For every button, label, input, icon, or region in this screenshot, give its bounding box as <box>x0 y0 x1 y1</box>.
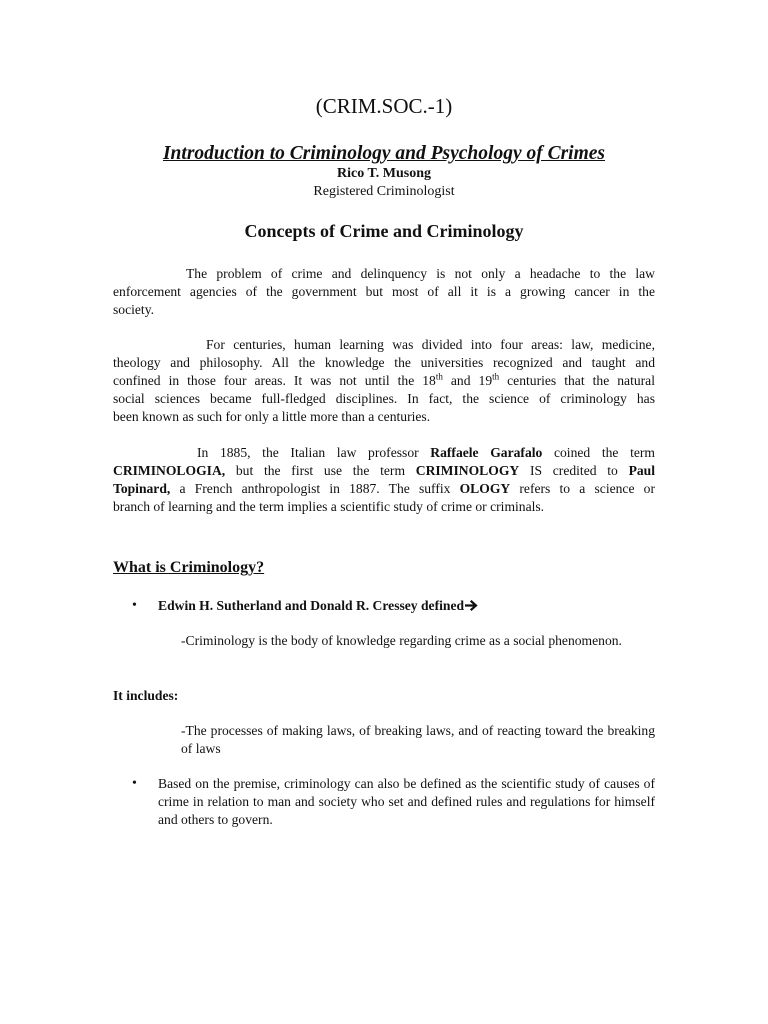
text-run: confined in those four areas. It was not until the 18 <box>113 373 436 388</box>
paragraph-crime-problem <box>113 265 655 319</box>
paragraph-line: For centuries, human learning was divided into four areas: law, medicine, <box>206 337 655 352</box>
bullet-scientific-study: Based on the premise, criminology can also be defined as the scientific study of causes of crime in relation to man and society who set and defined rules and regulations for himself and others to govern. <box>158 776 655 827</box>
course-code: (CRIM.SOC.-1) <box>315 94 453 118</box>
author-role: Registered Criminologist <box>313 184 455 199</box>
bullet-dot-icon: • <box>132 598 137 613</box>
text-run: IS credited to <box>519 463 629 478</box>
bullet-dot-icon: • <box>132 776 137 791</box>
paragraph-line <box>113 444 655 462</box>
section-heading: Concepts of Crime and Criminology <box>244 221 524 241</box>
person-name: Topinard, <box>113 481 171 496</box>
paragraph-line: branch of learning and the term implies a scientific study of crime or criminals. <box>113 499 545 514</box>
paragraph-line: The problem of crime and delinquency is not only a headache to the law <box>186 266 655 281</box>
definition-processes: -The processes of making laws, of breaking laws, and of reacting toward the breaking of laws <box>181 723 655 756</box>
paragraph-line <box>113 480 655 498</box>
paragraph-line: enforcement agencies of the government but most of all it is a growing cancer in the <box>113 284 655 299</box>
paragraph-line: theology and philosophy. All the knowledge the universities recognized and taught and <box>113 355 655 370</box>
bullet-sutherland-cressey <box>158 597 478 615</box>
paragraph-line <box>113 462 655 480</box>
author-name: Rico T. Musong <box>337 166 431 181</box>
person-name: Raffaele Garafalo <box>430 445 543 460</box>
term: OLOGY <box>459 481 511 496</box>
what-is-criminology-heading: What is Criminology? <box>113 559 265 576</box>
definition-body-of-knowledge: -Criminology is the body of knowledge regarding crime as a social phenomenon. <box>181 633 622 648</box>
right-arrow-icon <box>465 599 478 612</box>
text-run: coined the term <box>542 445 655 460</box>
superscript: th <box>435 371 443 382</box>
paragraph-line: society. <box>113 302 155 317</box>
paragraph-line: social sciences became full-fledged disciplines. In fact, the science of criminology has <box>113 391 655 406</box>
paragraph-line <box>113 372 655 390</box>
it-includes-label: It includes: <box>113 688 179 703</box>
term: CRIMINOLOGIA, <box>113 463 226 478</box>
text-run: a French anthropologist in 1887. The suffix <box>170 481 460 496</box>
superscript: th <box>492 371 500 382</box>
text-run: centuries that the natural <box>499 373 655 388</box>
term: CRIMINOLOGY <box>415 463 520 478</box>
text-run: but the first use the term <box>225 463 416 478</box>
paragraph-history <box>113 336 655 426</box>
text-run: In 1885, the Italian law professor <box>197 445 431 460</box>
text-run: and 19 <box>442 373 493 388</box>
paragraph-origin-of-term <box>113 444 655 516</box>
paragraph-line: been known as such for only a little more than a centuries. <box>113 409 431 424</box>
text-run: refers to a science or <box>510 481 655 496</box>
bullet-text: Edwin H. Sutherland and Donald R. Cressey defined <box>158 598 465 613</box>
document-title: Introduction to Criminology and Psychology of Crimes <box>162 143 606 164</box>
person-name: Paul <box>628 463 655 478</box>
